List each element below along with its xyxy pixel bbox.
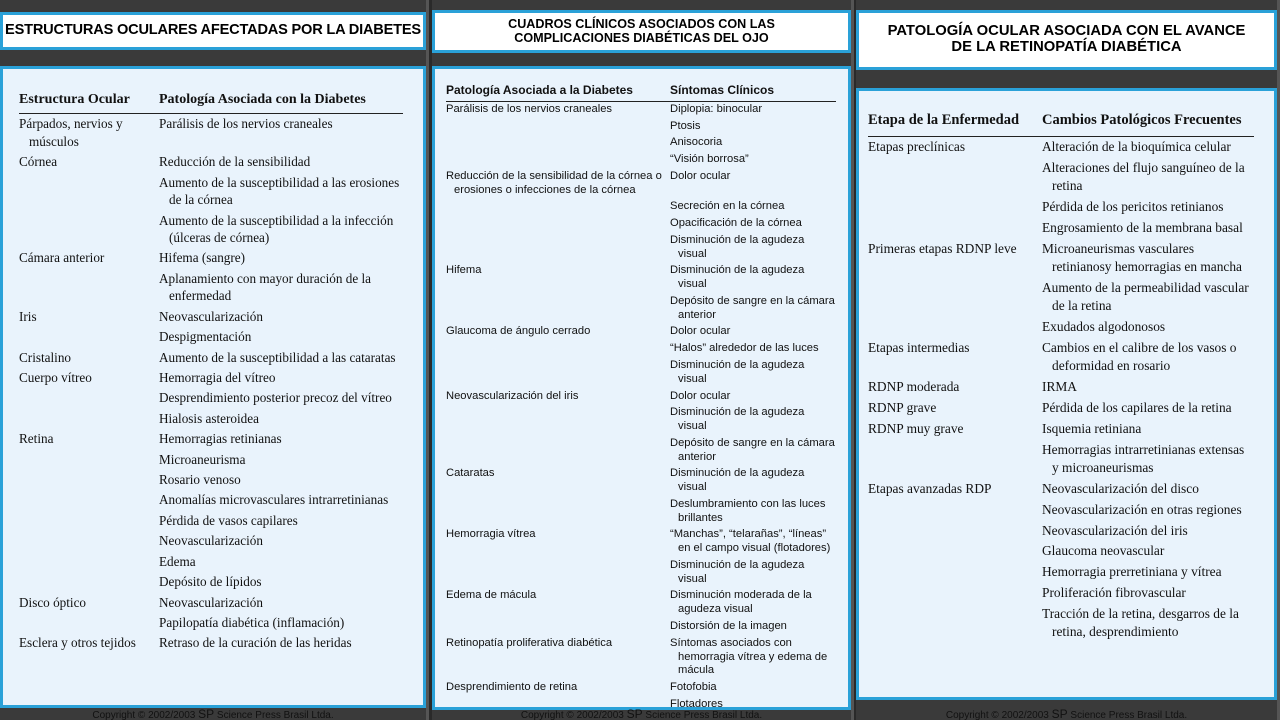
table-row <box>868 604 1254 643</box>
symptoms-table <box>446 83 836 710</box>
row-label: Cuerpo vítreo <box>19 369 92 385</box>
table-row <box>19 152 403 172</box>
row-label <box>868 158 1042 197</box>
row-value: Pérdida de vasos capilares <box>159 512 298 528</box>
table-row <box>446 527 836 558</box>
row-label: Retina <box>19 431 54 447</box>
row-value: Tracción de la retina, desgarros de la retina, desprendimiento <box>1042 606 1239 640</box>
row-label: Párpados, nervios y músculos <box>19 116 123 149</box>
row-label: Hemorragia vítrea <box>446 528 536 541</box>
table-row <box>446 436 836 467</box>
row-label <box>19 173 159 211</box>
table-row <box>446 135 836 152</box>
table-row <box>868 479 1254 500</box>
table-row <box>446 405 836 436</box>
table-box <box>856 88 1277 700</box>
row-value: Disminución de la agudeza visual <box>670 406 805 433</box>
row-value: Distorsión de la imagen <box>670 620 787 633</box>
row-label: Cataratas <box>446 467 495 480</box>
row-value: Dolor ocular <box>670 389 731 402</box>
row-value: Alteración de la bioquímica celular <box>1042 139 1231 155</box>
table-row <box>446 324 836 341</box>
row-value: Hemorragias intrarretinianas extensas y microaneurismas <box>1042 441 1245 475</box>
copyright: Copyright © 2002/2003 SP Science Press Brasil Ltda. <box>92 709 334 720</box>
table-row <box>19 368 403 388</box>
table-row <box>446 233 836 264</box>
row-value: Aumento de la susceptibilidad a las erosiones de la córnea <box>159 174 400 208</box>
row-value: Neovascularización del iris <box>1042 522 1188 538</box>
row-value: Anisocoria <box>670 136 723 149</box>
table-row <box>868 440 1254 479</box>
table-box <box>432 66 851 710</box>
row-value: Disminución de la agudeza visual <box>670 558 805 585</box>
row-label: Iris <box>19 308 37 324</box>
row-label: Edema de mácula <box>446 589 537 602</box>
row-label: Neovascularización del iris <box>446 389 579 402</box>
row-value: “Manchas”, “telarañas”, “líneas” en el campo visual (flotadores) <box>670 528 831 555</box>
row-label <box>446 216 670 233</box>
row-label <box>446 405 670 436</box>
table-row <box>868 500 1254 521</box>
copyright: Copyright © 2002/2003 SP Science Press Brasil Ltda. <box>945 709 1188 720</box>
row-label <box>19 269 159 307</box>
row-value: “Halos” alrededor de las luces <box>670 342 819 355</box>
table-row <box>19 388 403 408</box>
row-value: Aumento de la susceptibilidad a las cataratas <box>159 349 396 365</box>
row-value: Dolor ocular <box>670 169 731 182</box>
panel-title: ESTRUCTURAS OCULARES AFECTADAS POR LA DIABETES <box>0 12 426 50</box>
column-header: Estructura Ocular <box>19 91 159 114</box>
row-label <box>868 583 1042 604</box>
row-value: Desprendimiento posterior precoz del vítreo <box>159 390 392 406</box>
table-row <box>868 158 1254 197</box>
row-label <box>868 440 1042 479</box>
row-value: Disminución de la agudeza visual <box>670 264 805 291</box>
row-value: Hemorragia del vítreo <box>159 369 276 385</box>
panel-ocular-structures <box>0 0 426 720</box>
row-value: Parálisis de los nervios craneales <box>159 116 333 132</box>
column-header: Síntomas Clínicos <box>670 83 836 101</box>
table-row <box>19 114 403 152</box>
table-row <box>446 101 836 118</box>
table-row <box>19 248 403 268</box>
row-label <box>446 619 670 636</box>
table-row <box>868 583 1254 604</box>
row-value: Microaneurismas vasculares retinianosy hemorragias en mancha <box>1042 241 1242 275</box>
table-row <box>446 263 836 294</box>
row-value: Depósito de sangre en la cámara anterior <box>670 294 835 321</box>
row-label <box>446 497 670 528</box>
table-row <box>19 633 403 653</box>
table-row <box>868 398 1254 419</box>
table-row <box>868 419 1254 440</box>
row-label <box>19 470 159 490</box>
row-label <box>19 531 159 551</box>
row-value: Disminución moderada de la agudeza visual <box>670 589 812 616</box>
row-label <box>868 521 1042 542</box>
row-label <box>868 604 1042 643</box>
row-value: “Visión borrosa” <box>670 153 749 166</box>
row-value: Depósito de lípidos <box>159 574 262 590</box>
row-label <box>868 197 1042 218</box>
table-row <box>868 377 1254 398</box>
table-row <box>19 269 403 307</box>
table-row <box>446 588 836 619</box>
table-row <box>446 619 836 636</box>
row-label: Retinopatía proliferativa diabética <box>446 636 613 649</box>
row-value: Opacificación de la córnea <box>670 217 802 230</box>
column-header: Patología Asociada a la Diabetes <box>446 83 670 101</box>
row-value: Disminución de la agudeza visual <box>670 233 805 260</box>
row-value: Depósito de sangre en la cámara anterior <box>670 436 835 463</box>
row-label: Primeras etapas RDNP leve <box>868 241 1017 257</box>
row-value: Retraso de la curación de las heridas <box>159 635 352 651</box>
row-label: RDNP muy grave <box>868 420 964 436</box>
column-header: Patología Asociada con la Diabetes <box>159 91 403 114</box>
table-row <box>446 636 836 680</box>
row-label <box>19 572 159 592</box>
table-row <box>446 119 836 136</box>
table-row <box>868 541 1254 562</box>
table-row <box>446 199 836 216</box>
table-row <box>19 613 403 633</box>
panel-clinical-symptoms <box>432 0 851 720</box>
row-label <box>19 388 159 408</box>
row-label: Esclera y otros tejidos <box>19 635 136 651</box>
row-label <box>446 341 670 358</box>
row-label <box>446 358 670 389</box>
row-value: Proliferación fibrovascular <box>1042 585 1186 601</box>
row-label <box>868 278 1042 317</box>
row-label: Cámara anterior <box>19 250 105 266</box>
row-label <box>868 562 1042 583</box>
row-value: Neovascularización <box>159 594 263 610</box>
table-row <box>19 211 403 249</box>
row-label: Etapas intermedias <box>868 339 970 355</box>
row-value: Glaucoma neovascular <box>1042 543 1165 559</box>
column-header: Etapa de la Enfermedad <box>868 111 1042 137</box>
table-row <box>19 307 403 327</box>
row-value: Edema <box>159 553 196 569</box>
row-value: Microaneurisma <box>159 451 246 467</box>
row-value: Hemorragias retinianas <box>159 431 282 447</box>
row-label: RDNP moderada <box>868 378 960 394</box>
row-label: Disco óptico <box>19 594 87 610</box>
table-row <box>19 429 403 449</box>
table-row <box>19 409 403 429</box>
row-value: Anomalías microvasculares intrarretinianas <box>159 492 389 508</box>
row-label <box>19 409 159 429</box>
table-row <box>19 572 403 592</box>
table-row <box>446 358 836 389</box>
row-label: Reducción de la sensibilidad de la córnea o erosiones o infecciones de la córnea <box>446 169 662 196</box>
table-row <box>868 197 1254 218</box>
row-label: Cristalino <box>19 349 72 365</box>
row-label <box>868 317 1042 338</box>
row-label <box>446 233 670 264</box>
panel-title: CUADROS CLÍNICOS ASOCIADOS CON LAS COMPLICACIONES DIABÉTICAS DEL OJO <box>432 10 851 53</box>
row-value: Exudados algodonosos <box>1042 319 1166 334</box>
column-header: Cambios Patológicos Frecuentes <box>1042 111 1254 137</box>
stages-table <box>868 111 1254 643</box>
table-row <box>446 389 836 406</box>
row-value: Ptosis <box>670 119 701 132</box>
row-label: Parálisis de los nervios craneales <box>446 102 613 115</box>
table-row <box>19 531 403 551</box>
table-row <box>19 470 403 490</box>
row-label: Córnea <box>19 154 58 170</box>
row-label <box>19 552 159 572</box>
table-row <box>446 558 836 589</box>
row-value: Deslumbramiento con las luces brillantes <box>670 497 826 524</box>
row-value: Rosario venoso <box>159 472 241 488</box>
row-value: Flotadores <box>670 697 723 710</box>
table-row <box>446 216 836 233</box>
table-row <box>19 348 403 368</box>
row-label <box>19 327 159 347</box>
row-value: Pérdida de los pericitos retinianos <box>1042 199 1224 215</box>
row-value: Aumento de la susceptibilidad a la infección (úlceras de córnea) <box>159 212 394 245</box>
row-label <box>446 436 670 467</box>
table-row <box>868 317 1254 338</box>
row-label: Etapas preclínicas <box>868 139 966 155</box>
row-value: Papilopatía diabética (inflamación) <box>159 615 345 631</box>
row-label <box>868 541 1042 562</box>
row-label: Glaucoma de ángulo cerrado <box>446 325 591 338</box>
row-value: Disminución de la agudeza visual <box>670 467 805 494</box>
structures-table <box>19 91 403 654</box>
row-label <box>868 218 1042 239</box>
table-row <box>446 294 836 325</box>
table-row <box>446 497 836 528</box>
table-row <box>868 562 1254 583</box>
row-label <box>19 211 159 249</box>
row-value: Aplanamiento con mayor duración de la enfermedad <box>159 270 372 304</box>
row-label: Desprendimiento de retina <box>446 681 578 694</box>
table-row <box>19 173 403 211</box>
row-label <box>19 613 159 633</box>
table-row <box>868 218 1254 239</box>
row-label <box>446 558 670 589</box>
row-label <box>446 294 670 325</box>
row-label <box>446 199 670 216</box>
row-value: Reducción de la sensibilidad <box>159 154 311 170</box>
copyright: Copyright © 2002/2003 SP Science Press Brasil Ltda. <box>520 709 763 720</box>
row-value: Fotofobia <box>670 681 717 694</box>
row-value: Secreción en la córnea <box>670 200 785 213</box>
row-label <box>446 152 670 169</box>
table-row <box>19 450 403 470</box>
row-value: Neovascularización <box>159 308 263 324</box>
row-value: Despigmentación <box>159 329 252 345</box>
table-row <box>19 511 403 531</box>
table-row <box>868 137 1254 158</box>
table-row <box>446 169 836 200</box>
table-row <box>868 239 1254 278</box>
row-value: Dolor ocular <box>670 325 731 338</box>
row-value: Diplopia: binocular <box>670 102 763 115</box>
row-label <box>868 500 1042 521</box>
row-value: Cambios en el calibre de los vasos o deformidad en rosario <box>1042 339 1237 373</box>
row-value: Engrosamiento de la membrana basal <box>1042 220 1243 236</box>
row-value: Neovascularización <box>159 533 263 549</box>
table-box <box>0 66 426 708</box>
table-row <box>446 341 836 358</box>
row-value: Hemorragia prerretiniana y vítrea <box>1042 564 1222 580</box>
row-value: Hialosis asteroidea <box>159 410 259 426</box>
panel-retinopathy-stages <box>856 0 1277 720</box>
row-value: Aumento de la permeabilidad vascular de la retina <box>1042 280 1249 314</box>
table-row <box>446 466 836 497</box>
row-value: Síntomas asociados con hemorragia vítrea y edema de mácula <box>670 636 828 677</box>
table-row <box>19 490 403 510</box>
row-label <box>19 450 159 470</box>
table-row <box>19 327 403 347</box>
table-row <box>19 552 403 572</box>
row-value: Disminución de la agudeza visual <box>670 359 805 385</box>
row-value: Hifema (sangre) <box>159 250 246 266</box>
table-row <box>446 152 836 169</box>
row-label <box>19 490 159 510</box>
row-label: Hifema <box>446 264 482 277</box>
panel-title: PATOLOGÍA OCULAR ASOCIADA CON EL AVANCE DE LA RETINOPATÍA DIABÉTICA <box>856 10 1277 70</box>
row-value: Isquemia retiniana <box>1042 420 1142 436</box>
row-label: Etapas avanzadas RDP <box>868 480 992 496</box>
row-value: Alteraciones del flujo sanguíneo de la retina <box>1042 160 1245 194</box>
row-value: Neovascularización en otras regiones <box>1042 501 1242 517</box>
row-label <box>446 119 670 136</box>
row-value: IRMA <box>1042 378 1077 394</box>
row-value: Pérdida de los capilares de la retina <box>1042 399 1232 415</box>
row-label <box>446 135 670 152</box>
table-row <box>19 593 403 613</box>
table-row <box>868 521 1254 542</box>
row-label: RDNP grave <box>868 399 937 415</box>
table-row <box>868 278 1254 317</box>
table-row <box>868 338 1254 377</box>
row-value: Neovascularización del disco <box>1042 480 1199 496</box>
table-row <box>446 680 836 697</box>
row-label <box>19 511 159 531</box>
